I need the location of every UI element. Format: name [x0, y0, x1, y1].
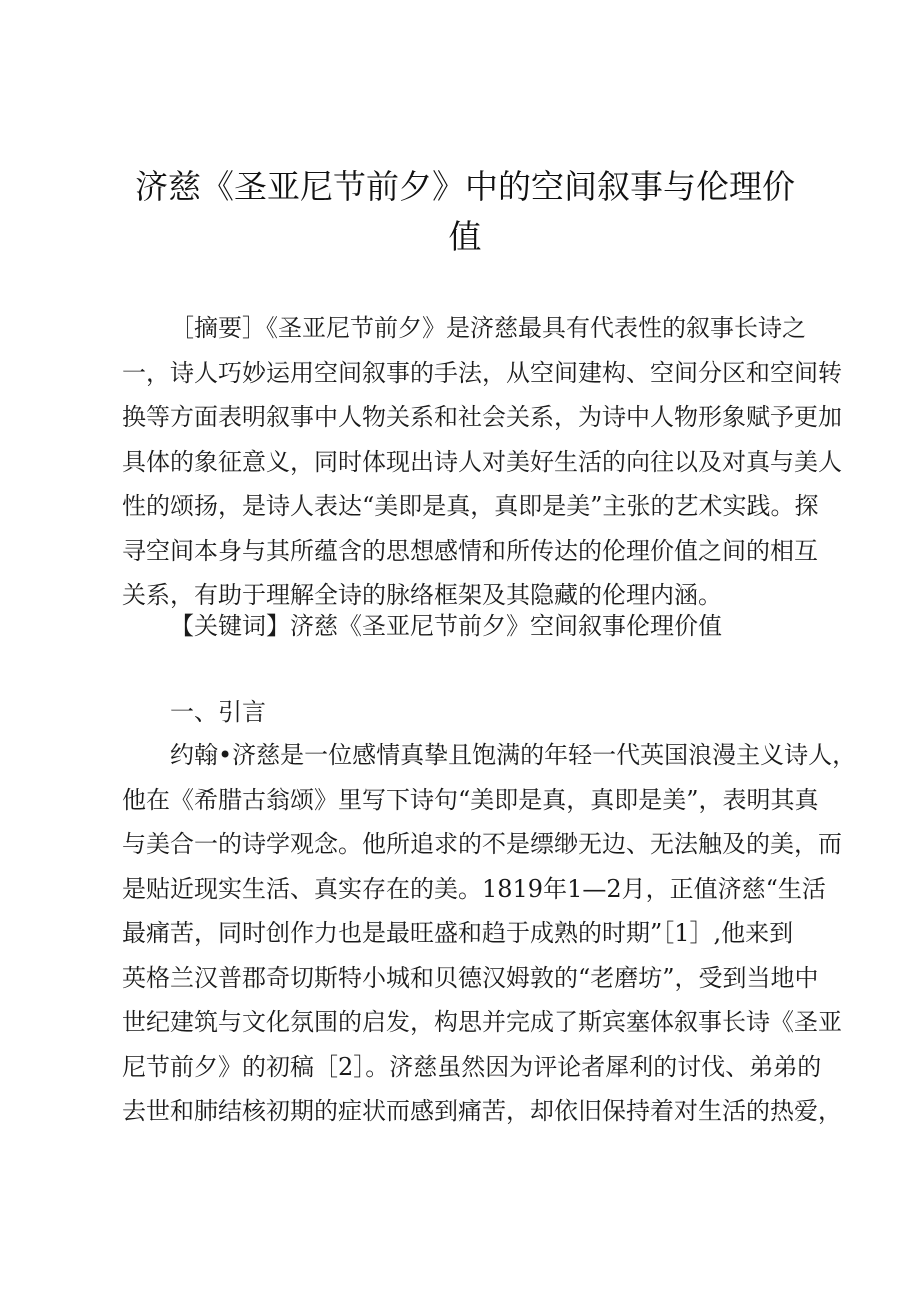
section-heading	[122, 690, 812, 735]
abstract-line: 寻空间本身与其所蕴含的思想感情和所传达的伦理价值之间的相互	[122, 536, 818, 565]
title-line-1: 济慈《圣亚尼节前夕》中的空间叙事与伦理价	[135, 167, 795, 206]
intro-line: 英格兰汉普郡奇切斯特小城和贝德汉姆敦的“老磨坊”，受到当地中	[122, 963, 819, 992]
intro-line: 他在《希腊古翁颂》里写下诗句“美即是真，真即是美”，表明其真	[122, 785, 819, 814]
intro-line: 约翰•济慈是一位感情真挚且饱满的年轻一代英国浪漫主义诗人，	[170, 741, 857, 769]
intro-line: 是贴近现实生活、真实存在的美。1819年1—2月，正值济慈“生活	[122, 874, 826, 903]
keywords-paragraph	[122, 604, 812, 649]
intro-line: 世纪建筑与文化氛围的启发，构思并完成了斯宾塞体叙事长诗《圣亚	[122, 1008, 842, 1036]
abstract-paragraph	[122, 306, 842, 618]
abstract-line: 具体的象征意义，同时体现出诗人对美好生活的向往以及对真与美人	[122, 447, 842, 476]
intro-paragraph	[122, 733, 857, 1134]
abstract-line: 关系，有助于理解全诗的脉络框架及其隐藏的伦理内涵。	[122, 581, 722, 609]
abstract-line: ［摘要］《圣亚尼节前夕》是济慈最具有代表性的叙事长诗之	[170, 314, 806, 342]
abstract-line: 一，诗人巧妙运用空间叙事的手法，从空间建构、空间分区和空间转	[122, 358, 842, 387]
intro-line: 与美合一的诗学观念。他所追求的不是缥缈无边、无法触及的美，而	[122, 830, 842, 858]
intro-line: 最痛苦，同时创作力也是最旺盛和趋于成熟的时期”［1］,他来到	[122, 919, 794, 947]
abstract-line: 性的颂扬，是诗人表达“美即是真，真即是美”主张的艺术实践。探	[122, 492, 819, 520]
document-title	[120, 162, 810, 262]
abstract-line: 换等方面表明叙事中人物关系和社会关系，为诗中人物形象赋予更加	[122, 403, 842, 431]
title-line-2: 值	[448, 217, 482, 256]
intro-line: 去世和肺结核初期的症状而感到痛苦，却依旧保持着对生活的热爱，	[122, 1097, 842, 1125]
section-heading-text: 一、引言	[170, 698, 266, 726]
keywords-line: 【关键词】济慈《圣亚尼节前夕》空间叙事伦理价值	[170, 612, 722, 640]
intro-line: 尼节前夕》的初稿［2］。济慈虽然因为评论者犀利的讨伐、弟弟的	[122, 1052, 822, 1081]
